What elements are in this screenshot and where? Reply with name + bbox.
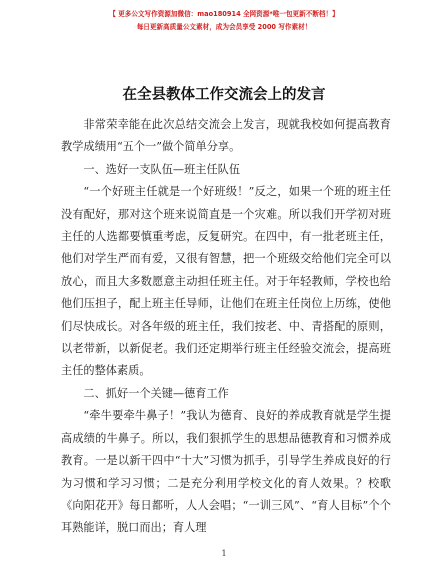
section-heading-2: 二、抓好一个关键—德育工作: [83, 386, 229, 400]
promo-banner-line-2: 每日更新高质量公文素材，成为会员享受 2000 写作素材！: [136, 23, 312, 31]
promo-banner: [0, 8, 448, 34]
document-body: [61, 114, 391, 540]
page-number: 1: [221, 549, 227, 558]
promo-banner-line-1: 【 更多公文写作资源加微信：mao180914 全网资源*唯一包更新不断档！】: [109, 10, 339, 18]
paragraph-section-2: “牵牛要牵牛鼻子！”我认为德育、良好的养成教育就是学生提高成绩的牛鼻子。所以，我们狠抓学生的思想品德教育和习惯养成教育。一是以新干四中“十大”习惯为抓手，引导学生养成良好的行为习惯和学习习惯；二是充分利用学校文化的育人效果。？校歌《向阳花开》每日都听，人人会唱；“一训三风”、“育人目标”个个耳熟能详，脱口而出；育人理: [61, 409, 391, 535]
section-heading-1: 一、选好一支队伍—班主任队伍: [83, 162, 241, 176]
paragraph-intro: 非常荣幸能在此次总结交流会上发言，现就我校如何提高教育教学成绩用“五个一”做个简单分享。: [61, 118, 391, 154]
paragraph-section-1: “一个好班主任就是一个好班级！”反之，如果一个班的班主任没有配好，那对这个班来说简直是一个灾难。所以我们开学初对班主任的人选都要慎重考虑，反复研究。在四中，有一批老班主任，他们对学生严而有爱，又很有智慧，把一个班级交给他们完全可以放心，而且大多数愿意主动担任班主任。对于年轻教师，学校也给他们压担子，配上班主任导师，让他们在班主任岗位上历练，使他们尽快成长。对各年级的班主任，我们按老、中、青搭配的原则，以老带新，以新促老。我们还定期举行班主任经验交流会，提高班主任的整体素质。: [61, 185, 391, 378]
document-title: 在全县教体工作交流会上的发言: [122, 87, 326, 103]
